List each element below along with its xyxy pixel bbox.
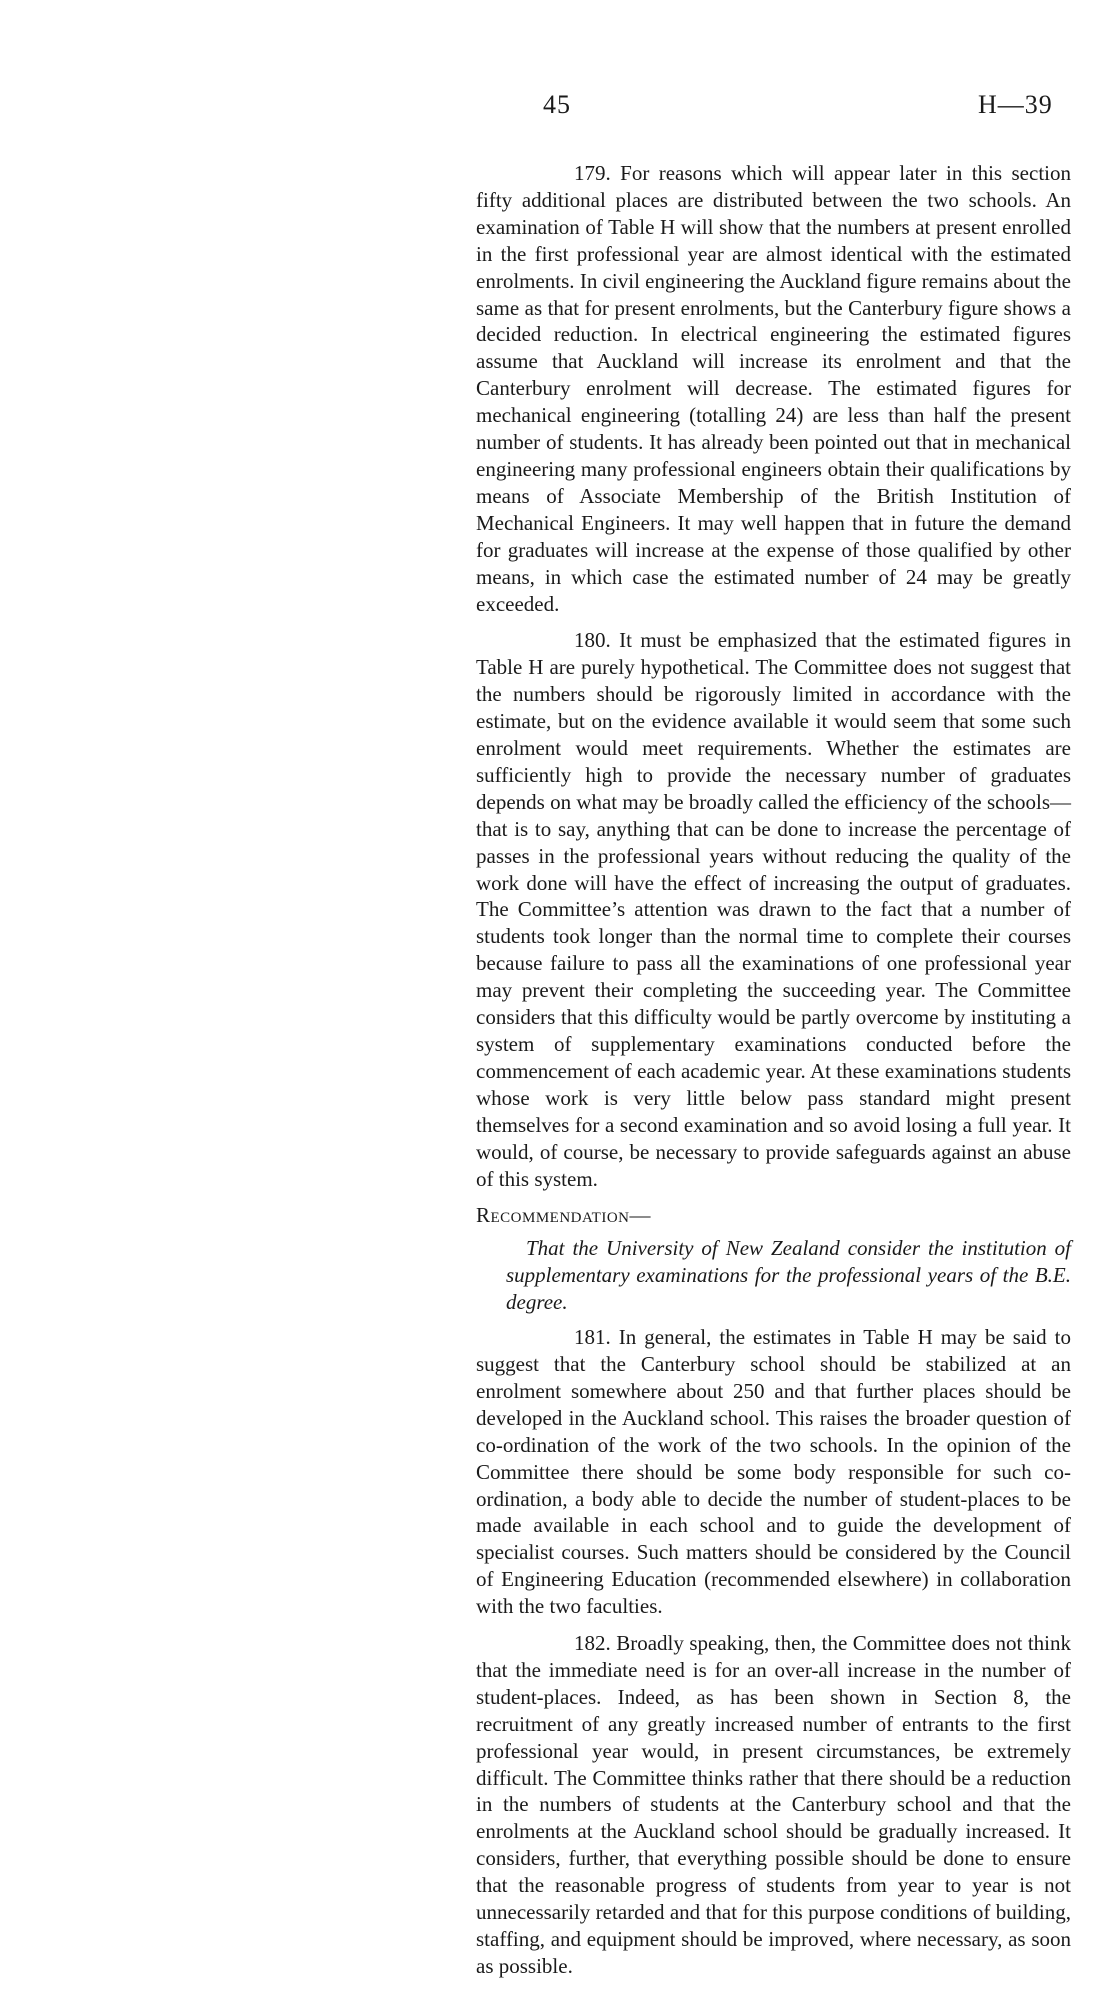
paragraph-179: 179. For reasons which will appear later in this section fifty additional places are distributed between the two schools. An examination of Table H will show that the numbers at present enrolled in the first professional year are almost identical with the estimated enrolments. In civil engineering the Auckland figure remains about the same as that for present enrolments, but the Canterbury figure shows a decided reduction. In electrical engineering the estimated figures assume that Auckland will increase its enrolment and that the Canterbury enrolment will decrease. The estimated figures for mechanical engineering (totalling 24) are less than half the present number of students. It has already been pointed out that in mechanical engineering many professional engineers obtain their qualifications by means of Associate Membership of the British Institution of Mechanical Engineers. It may well happen that in future the demand for graduates will increase at the expense of those qualified by other means, in which case the estimated number of 24 may be greatly exceeded. <box>476 161 1071 616</box>
recommendation-text: That the University of New Zealand consider the institution of supplementary examinations for the professional years of the B.E. degree. <box>506 1236 1071 1315</box>
paragraph-180: 180. It must be emphasized that the estimated figures in Table H are purely hypothetical. The Committee does not suggest that the numbers should be rigorously limited in accordance with the estimate, but on the evidence available it would seem that some such enrolment would meet requirements. Whether the estimates are sufficiently high to provide the necessary number of graduates depends on what may be broadly called the efficiency of the schools—that is to say, anything that can be done to increase the percentage of passes in the professional years without reducing the quality of the work done will have the effect of increasing the output of graduates. The Committee’s attention was drawn to the fact that a number of students took longer than the normal time to complete their courses because failure to pass all the examinations of one professional year may prevent their completing the succeeding year. The Committee considers that this difficulty would be partly overcome by instituting a system of supplementary examinations conducted before the commencement of each academic year. At these examinations students whose work is very little below pass standard might present themselves for a second examination and so avoid losing a full year. It would, of course, be necessary to provide safeguards against an abuse of this system. <box>476 628 1072 1191</box>
body-text <box>476 160 1071 1990</box>
recommendation-heading: Recommendation— <box>476 1203 652 1228</box>
document-reference: H—39 <box>978 90 1053 119</box>
paragraph-181: 181. In general, the estimates in Table H may be said to suggest that the Canterbury school should be stabilized at an enrolment somewhere about 250 and that further places should be developed in the Auckland school. This raises the broader question of co-ordination of the work of the two schools. In the opinion of the Committee there should be some body responsible for such co-ordination, a body able to decide the number of student-places to be made available in each school and to guide the development of specialist courses. Such matters should be considered by the Council of Engineering Education (recommended elsewhere) in collaboration with the two faculties. <box>476 1325 1071 1619</box>
page-number: 45 <box>543 90 571 119</box>
paragraph-182: 182. Broadly speaking, then, the Committee does not think that the immediate need is for an over-all increase in the number of student-places. Indeed, as has been shown in Section 8, the recruitment of any greatly increased number of entrants to the first professional year would, in present circumstances, be extremely difficult. The Committee thinks rather that there should be a reduction in the numbers of students at the Canterbury school and that the enrolments at the Auckland school should be gradually increased. It considers, further, that everything possible should be done to ensure that the reasonable progress of students from year to year is not unnecessarily retarded and that for this purpose conditions of building, staffing, and equipment should be improved, where necessary, as soon as possible. <box>476 1631 1071 1978</box>
